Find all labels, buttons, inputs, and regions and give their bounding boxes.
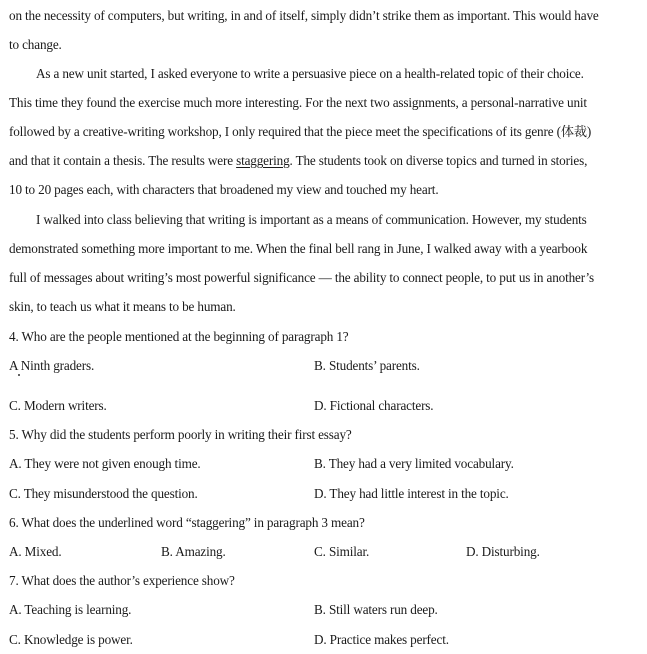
passage-line: As a new unit started, I asked everyone to write a persuasive piece on a health-related topic of their choice.	[36, 66, 584, 81]
option-b: B. Still waters run deep.	[314, 602, 438, 617]
passage-line: on the necessity of computers, but writing, in and of itself, simply didn’t strike them as important. This would have	[9, 8, 599, 23]
passage-line: full of messages about writing’s most powerful significance — the ability to connect people, to put us in another’s	[9, 270, 594, 285]
question-stem: 5. Why did the students perform poorly in writing their first essay?	[9, 427, 352, 442]
passage-line	[9, 153, 587, 169]
option-d: D. Practice makes perfect.	[314, 632, 449, 647]
option-c: C. They misunderstood the question.	[9, 486, 198, 501]
option-a: A Ninth graders.	[9, 358, 95, 373]
option-c: C. Knowledge is power.	[9, 632, 133, 647]
option-b: B. They had a very limited vocabulary.	[314, 456, 514, 471]
passage-line: 10 to 20 pages each, with characters that broadened my view and touched my heart.	[9, 182, 439, 197]
option-b: B. Students’ parents.	[314, 358, 420, 373]
stray-dot-mark	[18, 374, 20, 376]
passage-line: skin, to teach us what it means to be human.	[9, 299, 236, 314]
option-c: C. Similar.	[314, 544, 370, 559]
option-a: A. They were not given enough time.	[9, 456, 201, 471]
passage-line: to change.	[9, 37, 62, 52]
option-d: D. Fictional characters.	[314, 398, 434, 413]
passage-text: . The students took on diverse topics and turned in stories,	[289, 153, 588, 168]
passage-line: I walked into class believing that writing is important as a means of communication. However, my students	[36, 212, 587, 227]
option-b: B. Amazing.	[161, 544, 226, 559]
option-a: A. Mixed.	[9, 544, 62, 559]
passage-line: This time they found the exercise much more interesting. For the next two assignments, a personal-narrative unit	[9, 95, 587, 110]
passage-text: and that it contain a thesis. The results were	[9, 153, 237, 168]
question-stem: 6. What does the underlined word “staggering” in paragraph 3 mean?	[9, 515, 365, 530]
option-c: C. Modern writers.	[9, 398, 107, 413]
passage-line: followed by a creative-writing workshop, I only required that the piece meet the specifications of its genre (体裁)	[9, 124, 592, 139]
option-d: D. They had little interest in the topic.	[314, 486, 509, 501]
underlined-word: staggering	[236, 153, 290, 168]
option-d: D. Disturbing.	[466, 544, 540, 559]
option-a: A. Teaching is learning.	[9, 602, 132, 617]
passage-line: demonstrated something more important to me. When the final bell rang in June, I walked away with a yearbook	[9, 241, 588, 256]
question-stem: 7. What does the author’s experience show?	[9, 573, 235, 588]
question-stem: 4. Who are the people mentioned at the beginning of paragraph 1?	[9, 329, 349, 344]
